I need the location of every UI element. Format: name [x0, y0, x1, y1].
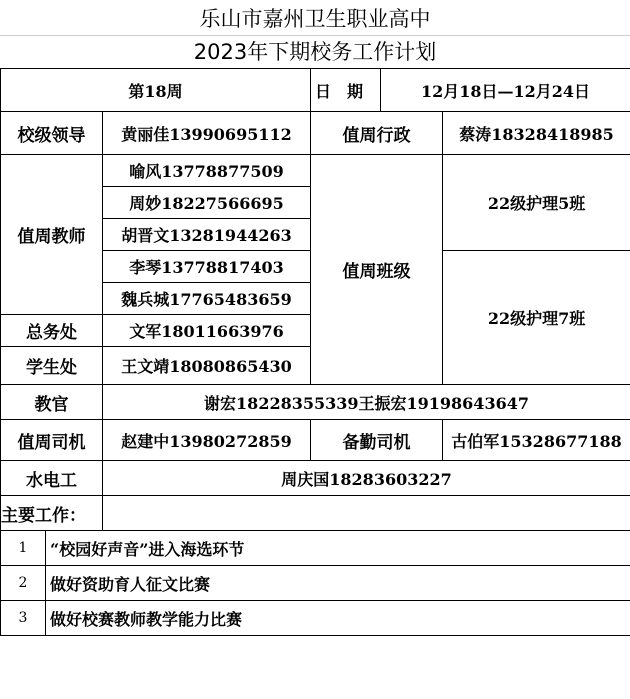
date-label: 日 期	[311, 69, 381, 112]
teacher-entry: 喻风13778877509	[103, 155, 311, 187]
teacher-entry: 胡晋文13281944263	[103, 219, 311, 251]
instructor-value: 谢宏18228355339王振宏19198643647	[103, 385, 630, 420]
leader-row	[1, 112, 630, 155]
work-item-text: “校园好声音”进入海选环节	[46, 531, 630, 566]
plan-title: 2023年下期校务工作计划	[193, 40, 437, 64]
work-item-text: 做好校赛教师教学能力比赛	[46, 601, 630, 636]
duty-driver-value: 赵建中13980272859	[103, 420, 311, 461]
work-item-number: 2	[1, 566, 46, 601]
general-affairs-label: 总务处	[1, 315, 103, 347]
teacher-entry: 魏兵城17765483659	[103, 283, 311, 315]
main-work-row	[1, 496, 630, 531]
work-item	[1, 601, 630, 636]
main-work-label: 主要工作：	[1, 496, 103, 531]
student-affairs-label: 学生处	[1, 347, 103, 385]
duty-class-label: 值周班级	[311, 155, 443, 385]
work-item	[1, 531, 630, 566]
duty-admin-value: 蔡涛18328418985	[443, 112, 630, 155]
backup-driver-value: 古伯军15328677188	[443, 420, 630, 461]
teacher-entry: 李琴13778817403	[103, 251, 311, 283]
school-title: 乐山市嘉州卫生职业高中	[199, 7, 431, 31]
work-item	[1, 566, 630, 601]
duty-admin-label: 值周行政	[311, 112, 443, 155]
leader-value: 黄丽佳13990695112	[103, 112, 311, 155]
work-item-number: 3	[1, 601, 46, 636]
duty-class-2: 22级护理7班	[443, 251, 630, 385]
week-row	[1, 69, 630, 112]
general-affairs-value: 文军18011663976	[103, 315, 311, 347]
teacher-row	[1, 155, 630, 187]
title-divider	[0, 35, 630, 36]
backup-driver-label: 备勤司机	[311, 420, 443, 461]
leader-label: 校级领导	[1, 112, 103, 155]
utilities-value: 周庆国18283603227	[103, 461, 630, 496]
work-item-number: 1	[1, 531, 46, 566]
student-affairs-value: 王文靖18080865430	[103, 347, 311, 385]
duty-class-1: 22级护理5班	[443, 155, 630, 251]
week-label: 第18周	[1, 69, 311, 112]
work-item-text: 做好资助育人征文比赛	[46, 566, 630, 601]
teacher-entry: 周妙18227566695	[103, 187, 311, 219]
instructor-label: 教官	[1, 385, 103, 420]
duty-teachers-label: 值周教师	[1, 155, 103, 315]
schedule-table	[0, 68, 630, 636]
instructor-row	[1, 385, 630, 420]
date-value: 12月18日—12月24日	[381, 69, 630, 112]
duty-driver-label: 值周司机	[1, 420, 103, 461]
utilities-label: 水电工	[1, 461, 103, 496]
drivers-row	[1, 420, 630, 461]
utilities-row	[1, 461, 630, 496]
main-work-blank	[103, 496, 630, 531]
